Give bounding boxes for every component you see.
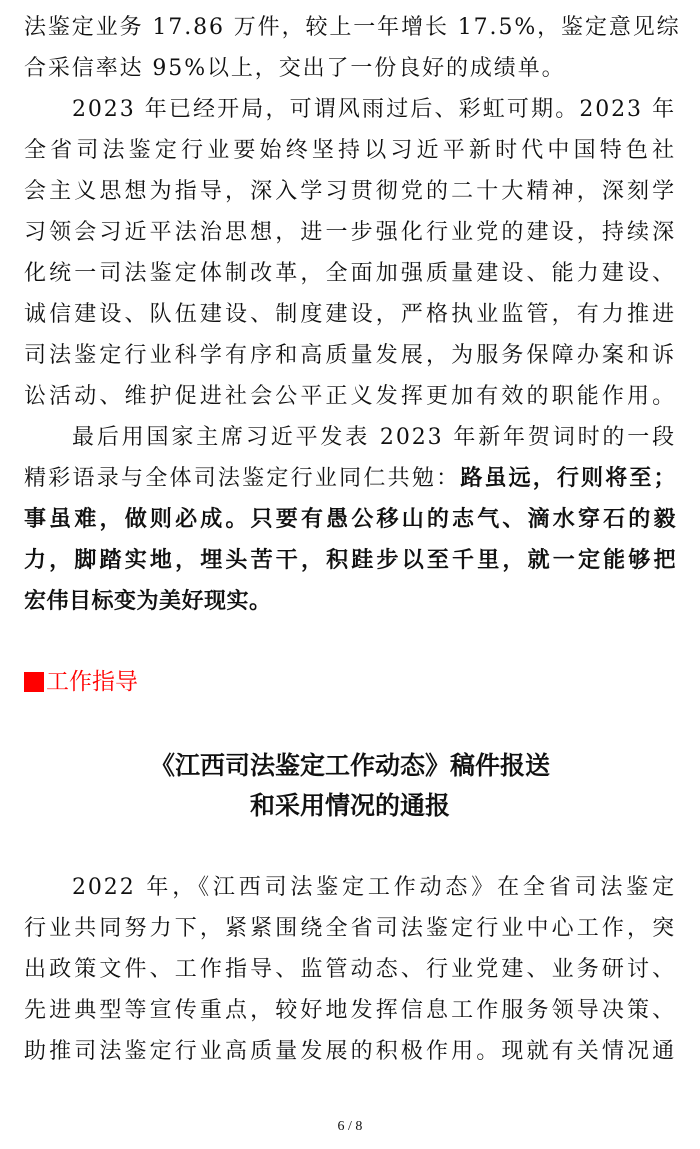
article-body-line: 行业共同努力下，紧紧围绕全省司法鉴定行业中心工作，突	[24, 916, 676, 941]
quote-bold-text: 路虽远，行则将至；	[460, 466, 676, 491]
paragraph-line: 最后用国家主席习近平发表 2023 年新年贺词时的一段	[72, 425, 676, 450]
quote-line: 力，脚踏实地，埋头苦干，积跬步以至千里，就一定能够把	[24, 548, 676, 573]
section-heading	[24, 662, 138, 702]
paragraph-line: 合采信率达 95%以上，交出了一份良好的成绩单。	[24, 56, 566, 81]
quote-line: 宏伟目标变为美好现实。	[24, 589, 272, 614]
red-square-marker-icon	[24, 672, 44, 692]
quote-line: 事虽难，做则必成。只要有愚公移山的志气、滴水穿石的毅	[24, 507, 676, 532]
paragraph-line: 2023 年已经开局，可谓风雨过后、彩虹可期。2023 年	[72, 97, 676, 122]
paragraph-line: 化统一司法鉴定体制改革，全面加强质量建设、能力建设、	[24, 261, 676, 286]
article-title-line-2: 和采用情况的通报	[249, 791, 450, 820]
article-title-line-1: 《江西司法鉴定工作动态》稿件报送	[149, 751, 550, 780]
article-body-line: 2022 年，《江西司法鉴定工作动态》在全省司法鉴定	[72, 875, 676, 900]
page-number: 6 / 8	[337, 1119, 363, 1134]
paragraph-line: 诚信建设、队伍建设、制度建设，严格执业监管，有力推进	[24, 302, 676, 327]
paragraph-line: 习领会习近平法治思想，进一步强化行业党的建设，持续深	[24, 220, 676, 245]
paragraph-line: 法鉴定业务 17.86 万件，较上一年增长 17.5%，鉴定意见综	[24, 15, 681, 40]
paragraph-line: 会主义思想为指导，深入学习贯彻党的二十大精神，深刻学	[24, 179, 676, 204]
quote-intro-text: 精彩语录与全体司法鉴定行业同仁共勉：	[24, 466, 461, 491]
article-body-line: 助推司法鉴定行业高质量发展的积极作用。现就有关情况通	[24, 1039, 676, 1064]
section-heading-text: 工作指导	[46, 669, 138, 695]
article-body-line: 先进典型等宣传重点，较好地发挥信息工作服务领导决策、	[24, 998, 676, 1023]
paragraph-line: 司法鉴定行业科学有序和高质量发展，为服务保障办案和诉	[24, 343, 676, 368]
paragraph-line-mixed	[24, 458, 676, 499]
paragraph-line: 全省司法鉴定行业要始终坚持以习近平新时代中国特色社	[24, 138, 676, 163]
article-body-line: 出政策文件、工作指导、监管动态、行业党建、业务研讨、	[24, 957, 676, 982]
paragraph-line: 讼活动、维护促进社会公平正义发挥更加有效的职能作用。	[24, 384, 676, 409]
